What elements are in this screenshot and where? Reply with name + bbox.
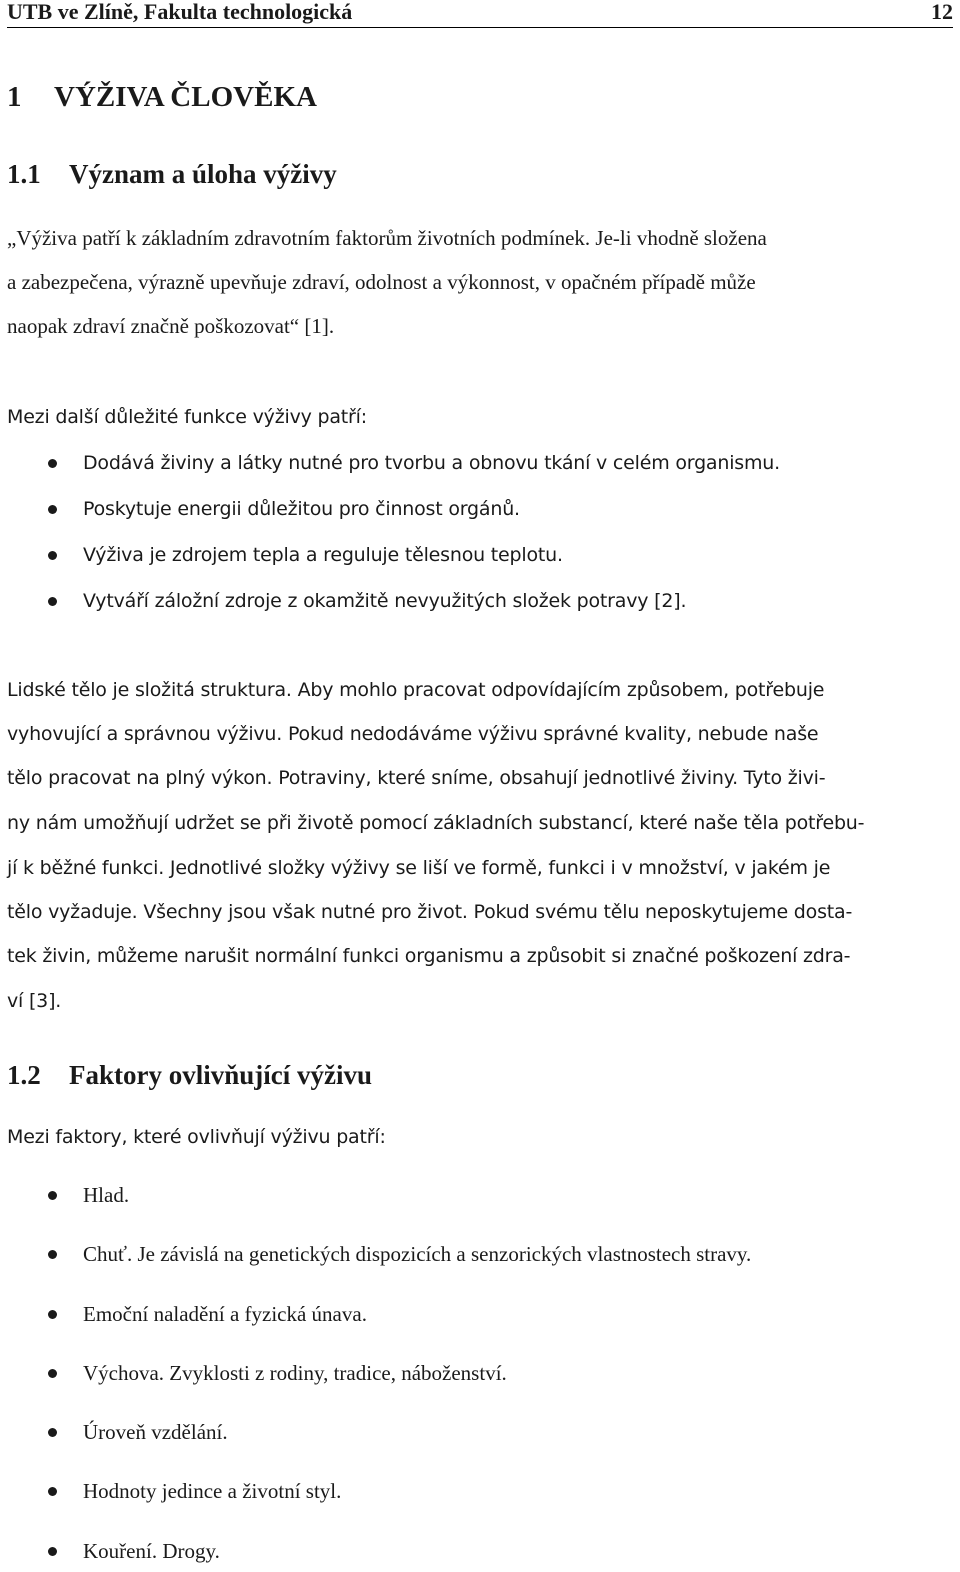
list-item-text: Výživa je zdrojem tepla a reguluje tělesnou teplotu.	[83, 544, 563, 566]
bullet-icon	[48, 597, 57, 606]
body-paragraph-line: tělo vyžaduje. Všechny jsou však nutné pro život. Pokud svému tělu neposkytujeme dosta-	[7, 901, 853, 923]
section-number: 1.1	[7, 159, 41, 189]
section-title: Význam a úloha výživy	[69, 159, 337, 189]
list-item-text: Hodnoty jedince a životní styl.	[83, 1479, 342, 1503]
quote-line: a zabezpečena, výrazně upevňuje zdraví, odolnost a výkonnost, v opačném případě může	[7, 270, 756, 294]
section-title: Faktory ovlivňující výživu	[69, 1060, 372, 1090]
chapter-title: VÝŽIVA ČLOVĚKA	[54, 81, 317, 113]
bullet-icon	[48, 1487, 57, 1496]
bullet-icon	[48, 505, 57, 514]
section-number: 1.2	[7, 1060, 41, 1090]
bullet-icon	[48, 1191, 57, 1200]
bullet-icon	[48, 1250, 57, 1259]
list-item-text: Vytváří záložní zdroje z okamžitě nevyužitých složek potravy [2].	[83, 590, 687, 612]
page-header	[7, 0, 953, 28]
body-paragraph-line: vyhovující a správnou výživu. Pokud nedodáváme výživu správné kvality, nebude naše	[7, 723, 819, 745]
factors-intro: Mezi faktory, které ovlivňují výživu patří:	[7, 1126, 386, 1148]
bullet-icon	[48, 459, 57, 468]
chapter-number: 1	[7, 81, 22, 113]
body-paragraph-line: ví [3].	[7, 990, 62, 1012]
body-paragraph-line: jí k běžné funkci. Jednotlivé složky výživy se liší ve formě, funkci i v množství, v jakém je	[7, 857, 831, 879]
bullet-icon	[48, 1310, 57, 1319]
chapter-heading	[7, 80, 317, 114]
functions-intro: Mezi další důležité funkce výživy patří:	[7, 406, 367, 428]
list-item-text: Chuť. Je závislá na genetických dispozicích a senzorických vlastnostech stravy.	[83, 1242, 752, 1266]
list-item-text: Emoční naladění a fyzická únava.	[83, 1302, 367, 1326]
section-heading-1-1	[7, 158, 337, 190]
list-item-text: Hlad.	[83, 1183, 130, 1207]
list-item-text: Výchova. Zvyklosti z rodiny, tradice, náboženství.	[83, 1361, 507, 1385]
header-institution: UTB ve Zlíně, Fakulta technologická	[7, 0, 353, 24]
list-item-text: Kouření. Drogy.	[83, 1539, 220, 1563]
list-item-text: Úroveň vzdělání.	[83, 1420, 228, 1444]
body-paragraph-line: tek živin, můžeme narušit normální funkci organismu a způsobit si značné poškození zdra-	[7, 945, 851, 967]
bullet-icon	[48, 1369, 57, 1378]
body-paragraph-line: ny nám umožňují udržet se při životě pomocí základních substancí, které naše těla potřebu-	[7, 812, 865, 834]
bullet-icon	[48, 1547, 57, 1556]
body-paragraph-line: Lidské tělo je složitá struktura. Aby mohlo pracovat odpovídajícím způsobem, potřebuje	[7, 679, 825, 701]
list-item-text: Poskytuje energii důležitou pro činnost orgánů.	[83, 498, 520, 520]
quote-line: „Výživa patří k základním zdravotním faktorům životních podmínek. Je-li vhodně složena	[7, 226, 767, 250]
bullet-icon	[48, 551, 57, 560]
body-paragraph-line: tělo pracovat na plný výkon. Potraviny, které sníme, obsahují jednotlivé živiny. Tyto živi-	[7, 767, 826, 789]
page-number: 12	[931, 0, 953, 24]
section-heading-1-2	[7, 1059, 372, 1091]
list-item-text: Dodává živiny a látky nutné pro tvorbu a obnovu tkání v celém organismu.	[83, 452, 780, 474]
quote-line: naopak zdraví značně poškozovat“ [1].	[7, 314, 335, 338]
bullet-icon	[48, 1428, 57, 1437]
